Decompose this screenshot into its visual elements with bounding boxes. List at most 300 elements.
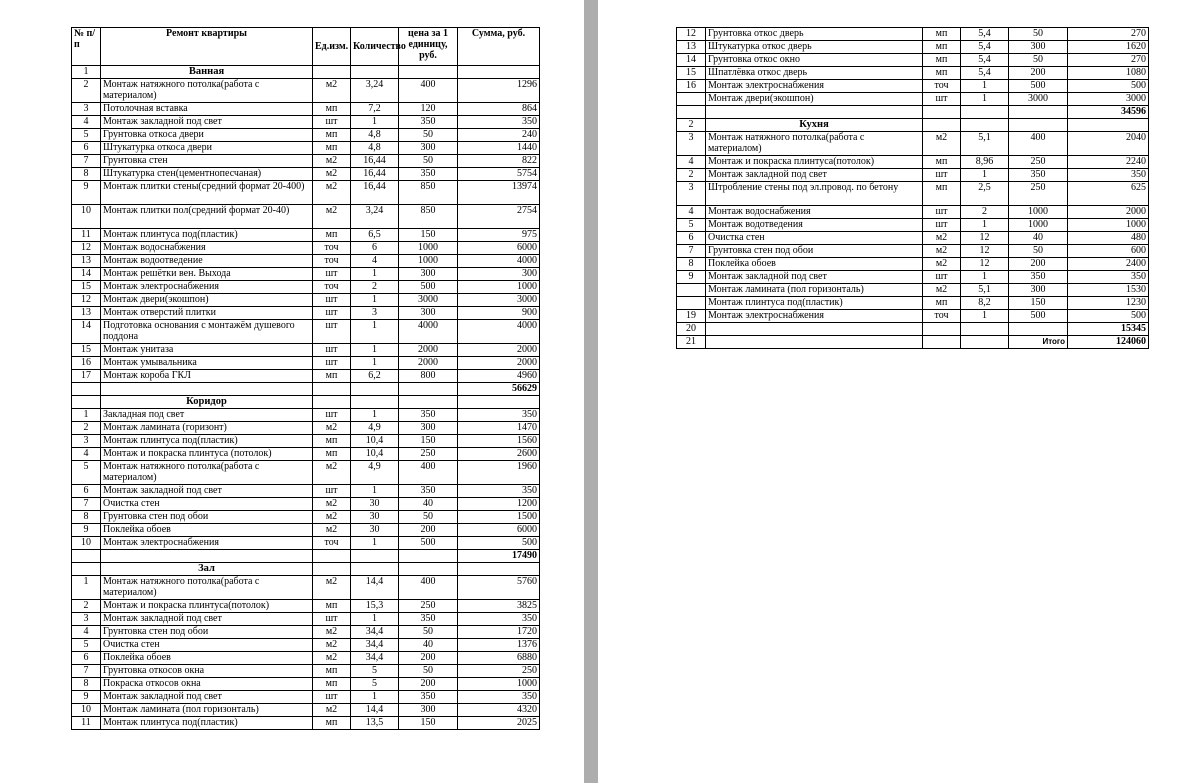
total-row bbox=[677, 336, 1149, 349]
row-quantity: 12 bbox=[961, 232, 1009, 245]
row-name: Монтаж ламината (горизонт) bbox=[101, 422, 313, 435]
row-number: 7 bbox=[677, 245, 706, 258]
document-page-right bbox=[598, 0, 1191, 783]
row-price: 850 bbox=[399, 181, 458, 205]
row-name: Потолочная вставка bbox=[101, 103, 313, 116]
row-name: Очистка стен bbox=[101, 498, 313, 511]
row-price: 200 bbox=[399, 678, 458, 691]
table-row bbox=[72, 79, 540, 103]
row-unit: мп bbox=[313, 717, 351, 730]
row-sum: 600 bbox=[1068, 245, 1149, 258]
table-row bbox=[72, 281, 540, 294]
row-name: Монтаж плинтуса под(пластик) bbox=[101, 435, 313, 448]
row-unit: м2 bbox=[313, 652, 351, 665]
row-number: 15 bbox=[677, 67, 706, 80]
row-name: Монтаж закладной под свет bbox=[706, 271, 923, 284]
row-unit: мп bbox=[313, 142, 351, 155]
row-number: 6 bbox=[677, 232, 706, 245]
row-quantity: 1 bbox=[961, 169, 1009, 182]
table-row bbox=[72, 511, 540, 524]
table-row bbox=[677, 206, 1149, 219]
row-price: 400 bbox=[399, 461, 458, 485]
row-unit: м2 bbox=[923, 232, 961, 245]
row-sum: 4320 bbox=[458, 704, 540, 717]
row-quantity: 13,5 bbox=[351, 717, 399, 730]
row-unit bbox=[313, 396, 351, 409]
row-name: Монтаж плинтуса под(пластик) bbox=[101, 229, 313, 242]
row-price: 200 bbox=[399, 652, 458, 665]
row-unit: точ bbox=[313, 281, 351, 294]
section-row bbox=[72, 563, 540, 576]
row-price: 400 bbox=[399, 79, 458, 103]
row-number: 11 bbox=[72, 717, 101, 730]
table-row bbox=[72, 498, 540, 511]
row-number: 6 bbox=[72, 142, 101, 155]
table-row bbox=[677, 132, 1149, 156]
table-row bbox=[72, 409, 540, 422]
row-quantity: 4,9 bbox=[351, 461, 399, 485]
row-name: Грунтовка стен под обои bbox=[706, 245, 923, 258]
row-sum: 300 bbox=[458, 268, 540, 281]
row-number: 15 bbox=[72, 281, 101, 294]
table-row bbox=[72, 168, 540, 181]
table-row bbox=[677, 297, 1149, 310]
row-sum: 500 bbox=[1068, 310, 1149, 323]
row-name: Монтаж отверстий плитки bbox=[101, 307, 313, 320]
row-unit: м2 bbox=[313, 205, 351, 229]
row-price: 50 bbox=[399, 155, 458, 168]
table-row bbox=[677, 182, 1149, 206]
row-unit: шт bbox=[313, 344, 351, 357]
row-quantity: 1 bbox=[351, 344, 399, 357]
row-quantity bbox=[961, 336, 1009, 349]
row-name: Монтаж электроснабжения bbox=[706, 80, 923, 93]
row-number bbox=[72, 396, 101, 409]
row-price: 50 bbox=[1009, 245, 1068, 258]
row-sum: 864 bbox=[458, 103, 540, 116]
row-name: Грунтовка стен под обои bbox=[101, 626, 313, 639]
table-row bbox=[72, 639, 540, 652]
table-row bbox=[72, 242, 540, 255]
row-unit: мп bbox=[313, 600, 351, 613]
row-name: Ванная bbox=[101, 66, 313, 79]
row-unit: точ bbox=[313, 537, 351, 550]
table-row bbox=[72, 181, 540, 205]
row-unit: м2 bbox=[313, 422, 351, 435]
row-quantity: 3,24 bbox=[351, 79, 399, 103]
row-price: 200 bbox=[399, 524, 458, 537]
table-row bbox=[72, 704, 540, 717]
row-price: 800 bbox=[399, 370, 458, 383]
row-unit bbox=[313, 66, 351, 79]
row-quantity: 1 bbox=[961, 310, 1009, 323]
row-quantity: 34,4 bbox=[351, 652, 399, 665]
table-row bbox=[72, 600, 540, 613]
row-unit: мп bbox=[313, 103, 351, 116]
row-quantity: 5,4 bbox=[961, 67, 1009, 80]
row-number: 3 bbox=[72, 103, 101, 116]
row-quantity: 1 bbox=[961, 93, 1009, 106]
row-quantity: 1 bbox=[961, 271, 1009, 284]
row-price: 3000 bbox=[399, 294, 458, 307]
row-price bbox=[399, 550, 458, 563]
row-number: 4 bbox=[72, 116, 101, 129]
row-price: 300 bbox=[399, 142, 458, 155]
row-name: Монтаж закладной под свет bbox=[101, 116, 313, 129]
row-price: 200 bbox=[1009, 258, 1068, 271]
row-name: Поклейка обоев bbox=[101, 652, 313, 665]
row-quantity: 1 bbox=[351, 613, 399, 626]
row-number: 8 bbox=[72, 168, 101, 181]
row-quantity: 16,44 bbox=[351, 155, 399, 168]
row-unit: шт bbox=[313, 691, 351, 704]
table-row bbox=[72, 576, 540, 600]
table-row bbox=[72, 357, 540, 370]
table-row bbox=[677, 169, 1149, 182]
row-quantity: 5,4 bbox=[961, 54, 1009, 67]
row-name: Монтаж плинтуса под(пластик) bbox=[706, 297, 923, 310]
row-number: 8 bbox=[72, 511, 101, 524]
row-sum: 1960 bbox=[458, 461, 540, 485]
row-sum: 1000 bbox=[458, 281, 540, 294]
row-unit: шт bbox=[313, 268, 351, 281]
row-price bbox=[399, 66, 458, 79]
row-number: 12 bbox=[72, 294, 101, 307]
row-unit: м2 bbox=[923, 245, 961, 258]
row-sum: 350 bbox=[458, 116, 540, 129]
row-number: 13 bbox=[72, 255, 101, 268]
table-row bbox=[72, 129, 540, 142]
row-unit: мп bbox=[923, 41, 961, 54]
table-row bbox=[677, 41, 1149, 54]
row-name: Зал bbox=[101, 563, 313, 576]
row-quantity: 14,4 bbox=[351, 576, 399, 600]
row-name: Монтаж натяжного потолка(работа с материалом) bbox=[101, 79, 313, 103]
row-number: 6 bbox=[72, 485, 101, 498]
row-price: 250 bbox=[1009, 156, 1068, 169]
row-unit: мп bbox=[923, 297, 961, 310]
row-name: Монтаж закладной под свет bbox=[101, 691, 313, 704]
row-number: 16 bbox=[72, 357, 101, 370]
row-sum: 250 bbox=[458, 665, 540, 678]
row-sum: 2240 bbox=[1068, 156, 1149, 169]
row-quantity: 5,4 bbox=[961, 28, 1009, 41]
row-quantity: 1 bbox=[351, 357, 399, 370]
row-sum: 500 bbox=[458, 537, 540, 550]
table-row bbox=[72, 678, 540, 691]
row-price: 150 bbox=[399, 435, 458, 448]
row-price: 350 bbox=[399, 168, 458, 181]
row-name: Монтаж ламината (пол горизонталь) bbox=[706, 284, 923, 297]
row-number: 7 bbox=[72, 665, 101, 678]
row-unit: шт bbox=[923, 206, 961, 219]
row-quantity: 1 bbox=[351, 485, 399, 498]
row-price: 50 bbox=[399, 511, 458, 524]
row-quantity: 30 bbox=[351, 498, 399, 511]
row-unit: мп bbox=[313, 678, 351, 691]
table-row bbox=[72, 142, 540, 155]
table-row bbox=[72, 717, 540, 730]
row-number bbox=[677, 284, 706, 297]
header-title: Ремонт квартиры bbox=[101, 28, 313, 66]
row-quantity: 1 bbox=[351, 691, 399, 704]
row-sum: 124060 bbox=[1068, 336, 1149, 349]
row-name: Монтаж электроснабжения bbox=[706, 310, 923, 323]
row-number: 13 bbox=[677, 41, 706, 54]
row-unit: м2 bbox=[313, 498, 351, 511]
row-unit: м2 bbox=[923, 132, 961, 156]
row-number: 4 bbox=[72, 448, 101, 461]
row-unit: м2 bbox=[313, 168, 351, 181]
row-unit: шт bbox=[313, 409, 351, 422]
row-number: 13 bbox=[72, 307, 101, 320]
row-number: 4 bbox=[677, 156, 706, 169]
table-row bbox=[677, 80, 1149, 93]
row-sum: 350 bbox=[458, 485, 540, 498]
row-price: 500 bbox=[399, 281, 458, 294]
table-row bbox=[72, 435, 540, 448]
row-price: 500 bbox=[1009, 310, 1068, 323]
table-row bbox=[72, 116, 540, 129]
table-row bbox=[72, 370, 540, 383]
table-row bbox=[677, 232, 1149, 245]
row-number: 9 bbox=[72, 691, 101, 704]
row-unit bbox=[923, 119, 961, 132]
row-number: 2 bbox=[677, 169, 706, 182]
row-name: Монтаж электроснабжения bbox=[101, 281, 313, 294]
row-sum: 240 bbox=[458, 129, 540, 142]
row-quantity: 7,2 bbox=[351, 103, 399, 116]
row-sum: 17490 bbox=[458, 550, 540, 563]
row-unit: м2 bbox=[313, 524, 351, 537]
row-quantity: 12 bbox=[961, 258, 1009, 271]
row-name: Монтаж водоотведение bbox=[101, 255, 313, 268]
row-price: 500 bbox=[399, 537, 458, 550]
table-row bbox=[72, 205, 540, 229]
table-row bbox=[677, 245, 1149, 258]
row-quantity: 14,4 bbox=[351, 704, 399, 717]
table-row bbox=[72, 155, 540, 168]
row-unit: шт bbox=[923, 271, 961, 284]
row-price: 350 bbox=[1009, 271, 1068, 284]
row-name: Штукатурка стен(цементнопесчаная) bbox=[101, 168, 313, 181]
row-price: 300 bbox=[1009, 41, 1068, 54]
row-name: Очистка стен bbox=[706, 232, 923, 245]
row-number: 11 bbox=[72, 229, 101, 242]
row-price: 50 bbox=[399, 626, 458, 639]
row-quantity: 30 bbox=[351, 511, 399, 524]
table-row bbox=[72, 229, 540, 242]
row-name: Грунтовка откосов окна bbox=[101, 665, 313, 678]
row-number: 3 bbox=[677, 132, 706, 156]
table-row bbox=[72, 103, 540, 116]
row-number: 12 bbox=[72, 242, 101, 255]
row-sum: 1376 bbox=[458, 639, 540, 652]
row-name: Монтаж решётки вен. Выхода bbox=[101, 268, 313, 281]
row-sum: 13974 bbox=[458, 181, 540, 205]
row-unit: м2 bbox=[313, 576, 351, 600]
row-sum: 822 bbox=[458, 155, 540, 168]
row-quantity: 34,4 bbox=[351, 639, 399, 652]
table-row bbox=[677, 271, 1149, 284]
row-unit bbox=[923, 323, 961, 336]
row-sum: 6880 bbox=[458, 652, 540, 665]
row-name bbox=[101, 550, 313, 563]
table-row bbox=[72, 537, 540, 550]
row-quantity: 2 bbox=[351, 281, 399, 294]
row-number bbox=[72, 383, 101, 396]
row-number: 10 bbox=[72, 537, 101, 550]
row-sum: 15345 bbox=[1068, 323, 1149, 336]
row-sum: 480 bbox=[1068, 232, 1149, 245]
row-sum: 34596 bbox=[1068, 106, 1149, 119]
row-sum: 56629 bbox=[458, 383, 540, 396]
row-number: 15 bbox=[72, 344, 101, 357]
row-name: Монтаж умывальника bbox=[101, 357, 313, 370]
row-price: 50 bbox=[1009, 54, 1068, 67]
row-quantity: 16,44 bbox=[351, 181, 399, 205]
row-price: 300 bbox=[1009, 284, 1068, 297]
total-row bbox=[72, 550, 540, 563]
row-unit bbox=[313, 550, 351, 563]
row-number bbox=[677, 106, 706, 119]
row-quantity: 6,2 bbox=[351, 370, 399, 383]
row-name: Подготовка основания с монтажём душевого поддона bbox=[101, 320, 313, 344]
row-quantity: 8,2 bbox=[961, 297, 1009, 310]
document-page-left bbox=[0, 0, 584, 783]
row-sum: 1530 bbox=[1068, 284, 1149, 297]
row-unit: мп bbox=[313, 665, 351, 678]
table-row bbox=[72, 320, 540, 344]
row-quantity: 16,44 bbox=[351, 168, 399, 181]
row-sum: 1200 bbox=[458, 498, 540, 511]
table-row bbox=[72, 524, 540, 537]
row-number: 4 bbox=[677, 206, 706, 219]
header-quantity: Количество bbox=[351, 28, 399, 66]
row-unit: м2 bbox=[313, 181, 351, 205]
row-number bbox=[72, 563, 101, 576]
row-number: 14 bbox=[72, 320, 101, 344]
row-unit: мп bbox=[313, 229, 351, 242]
row-price bbox=[1009, 106, 1068, 119]
total-row bbox=[72, 383, 540, 396]
row-unit: шт bbox=[313, 294, 351, 307]
row-name: Кухня bbox=[706, 119, 923, 132]
table-row bbox=[72, 307, 540, 320]
row-price: 50 bbox=[399, 665, 458, 678]
row-unit: мп bbox=[923, 54, 961, 67]
row-price: 350 bbox=[399, 485, 458, 498]
row-unit: мп bbox=[313, 129, 351, 142]
row-price: Итого bbox=[1009, 336, 1068, 349]
row-price: 300 bbox=[399, 307, 458, 320]
row-quantity: 10,4 bbox=[351, 448, 399, 461]
row-name: Монтаж короба ГКЛ bbox=[101, 370, 313, 383]
table-row bbox=[72, 461, 540, 485]
row-unit: м2 bbox=[923, 284, 961, 297]
row-name: Монтаж и покраска плинтуса (потолок) bbox=[101, 448, 313, 461]
row-sum: 4960 bbox=[458, 370, 540, 383]
row-sum bbox=[458, 563, 540, 576]
row-quantity bbox=[961, 119, 1009, 132]
row-unit: м2 bbox=[313, 155, 351, 168]
row-number: 1 bbox=[72, 576, 101, 600]
row-price: 50 bbox=[399, 129, 458, 142]
row-unit bbox=[313, 563, 351, 576]
row-price: 250 bbox=[399, 600, 458, 613]
header-number: № п/п bbox=[72, 28, 101, 66]
table-row bbox=[677, 284, 1149, 297]
table-header-row bbox=[72, 28, 540, 66]
row-name: Монтаж плитки пол(средний формат 20-40) bbox=[101, 205, 313, 229]
row-sum: 270 bbox=[1068, 54, 1149, 67]
row-quantity: 6 bbox=[351, 242, 399, 255]
table-row bbox=[72, 448, 540, 461]
row-quantity: 3,24 bbox=[351, 205, 399, 229]
row-unit: шт bbox=[923, 93, 961, 106]
estimate-table-right bbox=[676, 27, 1149, 349]
row-quantity: 30 bbox=[351, 524, 399, 537]
row-unit: м2 bbox=[313, 511, 351, 524]
row-name: Монтаж натяжного потолка(работа с материалом) bbox=[101, 461, 313, 485]
row-sum bbox=[458, 396, 540, 409]
row-number: 4 bbox=[72, 626, 101, 639]
total-row bbox=[677, 323, 1149, 336]
row-sum: 4000 bbox=[458, 255, 540, 268]
row-name: Штукатурка откоса двери bbox=[101, 142, 313, 155]
row-sum: 1560 bbox=[458, 435, 540, 448]
row-sum: 1720 bbox=[458, 626, 540, 639]
row-price: 1000 bbox=[399, 242, 458, 255]
row-number: 3 bbox=[72, 435, 101, 448]
row-unit: м2 bbox=[313, 626, 351, 639]
table-row bbox=[677, 258, 1149, 271]
row-unit: м2 bbox=[313, 461, 351, 485]
row-name: Монтаж натяжного потолка(работа с материалом) bbox=[101, 576, 313, 600]
row-price: 4000 bbox=[399, 320, 458, 344]
row-price bbox=[399, 563, 458, 576]
row-sum: 500 bbox=[1068, 80, 1149, 93]
row-sum bbox=[458, 66, 540, 79]
row-price: 2000 bbox=[399, 357, 458, 370]
row-quantity: 2 bbox=[961, 206, 1009, 219]
row-number: 10 bbox=[72, 704, 101, 717]
row-quantity: 5,1 bbox=[961, 132, 1009, 156]
header-unit: Ед.изм. bbox=[313, 28, 351, 66]
row-sum: 4000 bbox=[458, 320, 540, 344]
row-number bbox=[72, 550, 101, 563]
row-unit: шт bbox=[313, 320, 351, 344]
row-quantity bbox=[351, 66, 399, 79]
row-sum: 1470 bbox=[458, 422, 540, 435]
row-unit: м2 bbox=[313, 79, 351, 103]
row-price: 300 bbox=[399, 704, 458, 717]
row-quantity: 34,4 bbox=[351, 626, 399, 639]
row-sum: 2600 bbox=[458, 448, 540, 461]
row-unit: м2 bbox=[313, 639, 351, 652]
page-gutter bbox=[584, 0, 598, 783]
row-price: 40 bbox=[399, 639, 458, 652]
row-number: 21 bbox=[677, 336, 706, 349]
row-unit: мп bbox=[923, 28, 961, 41]
row-sum: 6000 bbox=[458, 524, 540, 537]
row-name: Монтаж плитки стены(средний формат 20-400) bbox=[101, 181, 313, 205]
row-unit: шт bbox=[313, 116, 351, 129]
row-name: Закладная под свет bbox=[101, 409, 313, 422]
row-sum: 2000 bbox=[1068, 206, 1149, 219]
row-name: Коридор bbox=[101, 396, 313, 409]
row-quantity bbox=[961, 323, 1009, 336]
